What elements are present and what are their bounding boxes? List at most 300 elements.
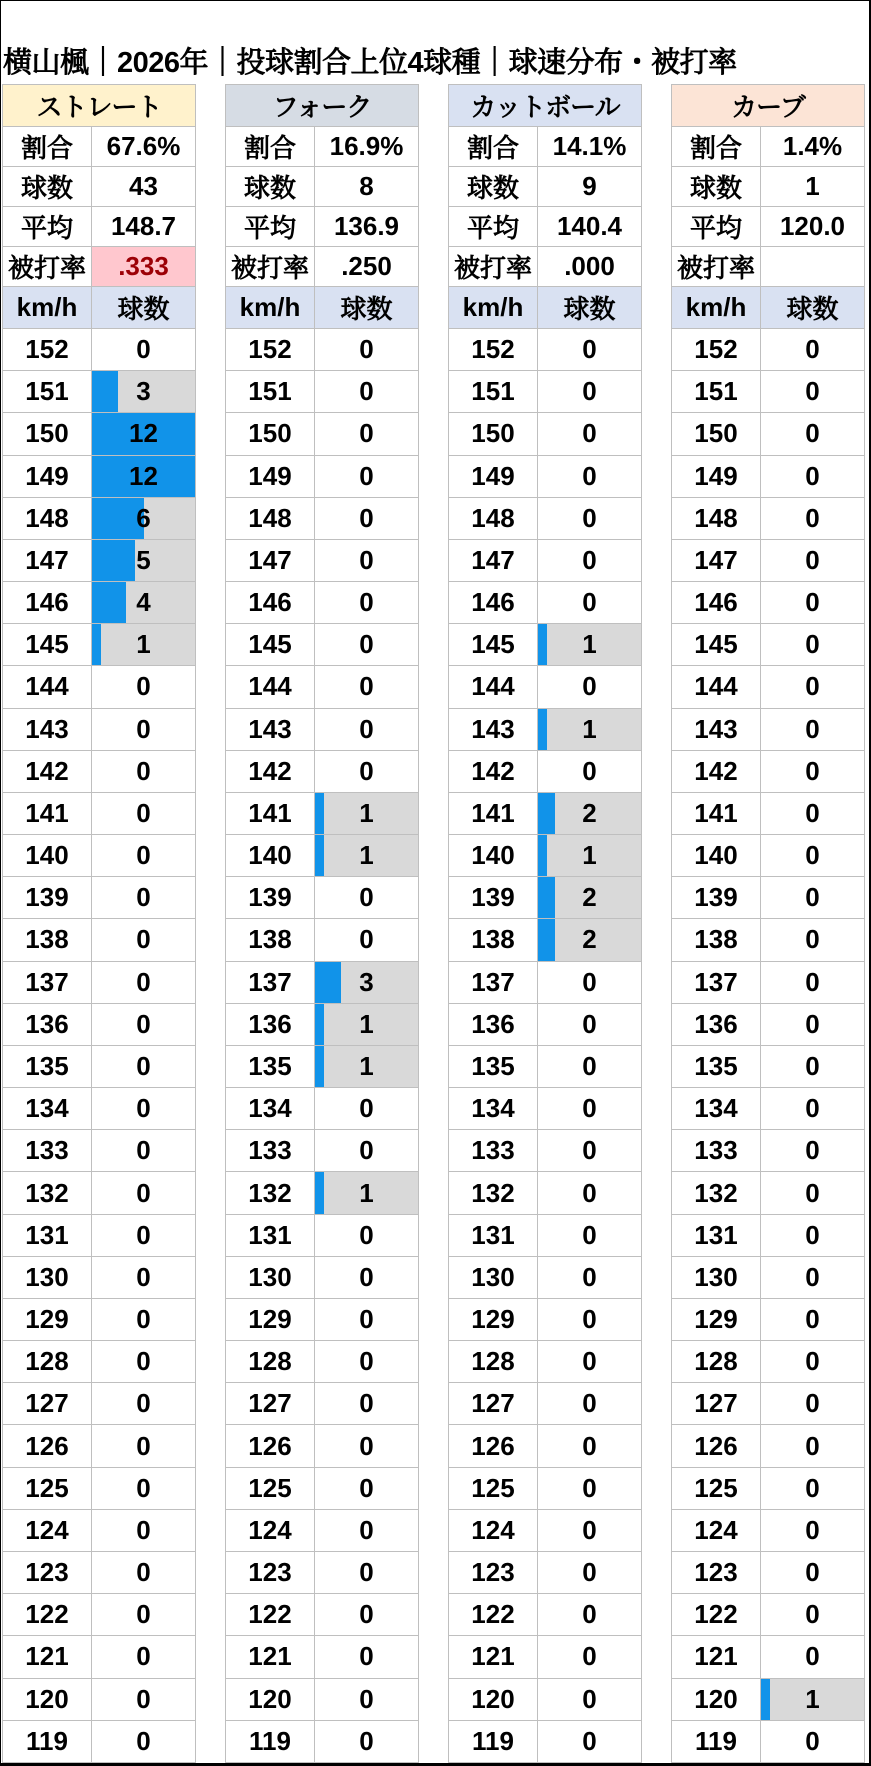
- speed-cell: 144: [672, 666, 761, 707]
- speed-cell: 134: [449, 1088, 538, 1129]
- speed-cell: 152: [3, 329, 92, 370]
- velocity-row: [449, 1635, 641, 1677]
- count-cell: [92, 751, 195, 792]
- speed-cell: 125: [3, 1468, 92, 1509]
- speed-cell: 123: [3, 1552, 92, 1593]
- velocity-row: [672, 1087, 864, 1129]
- count-value: 0: [359, 418, 374, 449]
- velocity-row: [226, 792, 418, 834]
- speed-cell: 139: [449, 877, 538, 918]
- speed-cell: 149: [226, 456, 315, 497]
- count-value: 0: [582, 418, 597, 449]
- velocity-row: [3, 792, 195, 834]
- speed-cell: 143: [3, 709, 92, 750]
- count-value: 0: [359, 1641, 374, 1672]
- stat-row-baa: [672, 246, 864, 286]
- count-header-label: 球数: [117, 294, 170, 324]
- count-cell: [92, 371, 195, 412]
- count-cell: [315, 751, 418, 792]
- count-cell: [92, 582, 195, 623]
- speed-cell: 121: [672, 1636, 761, 1677]
- speed-cell: 119: [672, 1721, 761, 1762]
- speed-cell: 138: [226, 919, 315, 960]
- count-value: 0: [359, 1388, 374, 1419]
- count-value: 0: [805, 840, 820, 871]
- speed-cell: 136: [226, 1004, 315, 1045]
- count-value: 0: [136, 713, 151, 744]
- count-value: 0: [582, 1219, 597, 1250]
- speed-cell: 151: [226, 371, 315, 412]
- count-value: 0: [805, 334, 820, 365]
- speed-cell: 142: [226, 751, 315, 792]
- speed-cell: 141: [3, 793, 92, 834]
- speed-cell: 126: [672, 1425, 761, 1466]
- count-cell: [761, 1636, 864, 1677]
- pitch-tables: [1, 84, 869, 1763]
- count-cell: [538, 835, 641, 876]
- count-value: 0: [136, 1430, 151, 1461]
- count-value: 0: [805, 755, 820, 786]
- velocity-row: [3, 1003, 195, 1045]
- speed-cell: 126: [449, 1425, 538, 1466]
- speed-cell: 119: [3, 1721, 92, 1762]
- velocity-row: [3, 1593, 195, 1635]
- count-value: 0: [805, 713, 820, 744]
- stat-label: 球数: [226, 167, 315, 206]
- count-value: 1: [582, 840, 597, 871]
- velocity-row: [3, 1087, 195, 1129]
- count-value: 3: [136, 376, 151, 407]
- stat-label: 被打率: [226, 247, 315, 286]
- count-cell: [761, 1046, 864, 1087]
- velocity-row: [672, 750, 864, 792]
- speed-cell: 132: [226, 1172, 315, 1213]
- speed-cell: 152: [226, 329, 315, 370]
- count-cell: [761, 498, 864, 539]
- speed-cell: 136: [449, 1004, 538, 1045]
- count-bar: [538, 709, 547, 750]
- speed-cell: 146: [449, 582, 538, 623]
- count-value: 0: [805, 1093, 820, 1124]
- velocity-row: [672, 1298, 864, 1340]
- count-value: 0: [359, 1093, 374, 1124]
- stat-label: 平均: [3, 207, 92, 246]
- speed-cell: 140: [226, 835, 315, 876]
- velocity-row: [3, 1045, 195, 1087]
- count-value: 0: [805, 629, 820, 660]
- velocity-row: [449, 1003, 641, 1045]
- count-value: 0: [136, 1177, 151, 1208]
- speed-cell: 149: [449, 456, 538, 497]
- velocity-row: [226, 623, 418, 665]
- stat-row-count: [3, 166, 195, 206]
- count-value: 0: [582, 1177, 597, 1208]
- count-cell: [315, 1468, 418, 1509]
- velocity-row: [672, 1635, 864, 1677]
- count-value: 0: [582, 1093, 597, 1124]
- velocity-row: [3, 665, 195, 707]
- count-value: 6: [136, 502, 151, 533]
- velocity-row: [449, 792, 641, 834]
- speed-cell: 122: [672, 1594, 761, 1635]
- velocity-row: [672, 665, 864, 707]
- count-value: 0: [582, 1472, 597, 1503]
- velocity-row: [3, 412, 195, 454]
- stat-label: 割合: [449, 127, 538, 166]
- count-cell: [538, 751, 641, 792]
- speed-cell: 148: [672, 498, 761, 539]
- speed-cell: 128: [226, 1341, 315, 1382]
- count-value: 0: [805, 460, 820, 491]
- speed-cell: 133: [226, 1130, 315, 1171]
- count-cell: [538, 582, 641, 623]
- count-cell: [538, 709, 641, 750]
- count-cell: [315, 1046, 418, 1087]
- velocity-row: [672, 581, 864, 623]
- speed-cell: 148: [3, 498, 92, 539]
- velocity-row: [3, 1382, 195, 1424]
- count-bar: [315, 793, 324, 834]
- speed-cell: 131: [226, 1215, 315, 1256]
- count-value: 0: [582, 1304, 597, 1335]
- count-cell: [538, 413, 641, 454]
- velocity-row: [3, 1509, 195, 1551]
- velocity-row: [672, 834, 864, 876]
- count-cell: [315, 1299, 418, 1340]
- count-cell: [92, 709, 195, 750]
- count-cell: [538, 624, 641, 665]
- velocity-row: [672, 1129, 864, 1171]
- velocity-row: [226, 1171, 418, 1213]
- count-cell: [315, 1004, 418, 1045]
- stat-label: 割合: [226, 127, 315, 166]
- count-value: 0: [359, 671, 374, 702]
- speed-cell: 135: [672, 1046, 761, 1087]
- count-value: 1: [582, 629, 597, 660]
- count-value: 0: [805, 1261, 820, 1292]
- speed-cell: 147: [226, 540, 315, 581]
- count-cell: [761, 1088, 864, 1129]
- count-value: 0: [582, 1051, 597, 1081]
- velocity-row: [449, 328, 641, 370]
- velocity-row: [672, 1424, 864, 1466]
- speed-cell: 129: [226, 1299, 315, 1340]
- speed-cell: 132: [3, 1172, 92, 1213]
- count-cell: [315, 624, 418, 665]
- count-bar: [92, 624, 101, 665]
- stat-value: 140.4: [556, 211, 623, 241]
- velocity-row: [226, 370, 418, 412]
- velocity-row: [449, 370, 641, 412]
- speed-cell: 148: [226, 498, 315, 539]
- count-value: 0: [805, 376, 820, 407]
- speed-cell: 124: [449, 1510, 538, 1551]
- count-cell: [761, 1594, 864, 1635]
- velocity-row: [226, 750, 418, 792]
- speed-cell: 143: [672, 709, 761, 750]
- speed-cell: 150: [449, 413, 538, 454]
- count-value: 0: [805, 1051, 820, 1081]
- stat-row-rate: [3, 126, 195, 166]
- speed-cell: 145: [672, 624, 761, 665]
- speed-cell: 122: [226, 1594, 315, 1635]
- speed-cell: 138: [449, 919, 538, 960]
- count-cell: [315, 1257, 418, 1298]
- count-cell: [761, 666, 864, 707]
- count-cell: [92, 1594, 195, 1635]
- stat-value: 120.0: [779, 211, 846, 241]
- speed-cell: 120: [449, 1679, 538, 1720]
- velocity-row: [449, 581, 641, 623]
- velocity-row: [672, 1045, 864, 1087]
- count-cell: [315, 1130, 418, 1171]
- count-value: 12: [129, 460, 158, 491]
- count-cell: [538, 1004, 641, 1045]
- count-value: 0: [136, 1304, 151, 1335]
- count-value: 0: [359, 713, 374, 744]
- speed-cell: 130: [449, 1257, 538, 1298]
- velocity-row: [226, 581, 418, 623]
- count-cell: [315, 1383, 418, 1424]
- speed-cell: 134: [3, 1088, 92, 1129]
- stat-row-avg: [226, 206, 418, 246]
- stat-row-rate: [226, 126, 418, 166]
- velocity-row: [226, 1467, 418, 1509]
- count-value: 1: [359, 840, 374, 871]
- count-bar: [92, 582, 126, 623]
- count-value: 0: [136, 840, 151, 871]
- speed-cell: 119: [226, 1721, 315, 1762]
- velocity-row: [3, 750, 195, 792]
- count-value: 0: [136, 797, 151, 828]
- stat-row-avg: [449, 206, 641, 246]
- count-value: 0: [582, 1514, 597, 1545]
- velocity-row: [226, 455, 418, 497]
- velocity-row: [226, 1298, 418, 1340]
- stat-label: 割合: [3, 127, 92, 166]
- velocity-row: [3, 370, 195, 412]
- count-cell: [538, 329, 641, 370]
- count-cell: [761, 709, 864, 750]
- count-cell: [315, 413, 418, 454]
- speed-cell: 150: [3, 413, 92, 454]
- count-cell: [761, 1721, 864, 1762]
- speed-cell: 144: [3, 666, 92, 707]
- velocity-row: [672, 328, 864, 370]
- speed-cell: 147: [672, 540, 761, 581]
- count-cell: [538, 498, 641, 539]
- count-cell: [538, 1299, 641, 1340]
- stat-label: 平均: [226, 207, 315, 246]
- speed-cell: 140: [3, 835, 92, 876]
- count-cell: [761, 1215, 864, 1256]
- count-value: 0: [359, 334, 374, 365]
- speed-cell: 141: [449, 793, 538, 834]
- velocity-row: [3, 961, 195, 1003]
- count-value: 2: [582, 924, 597, 955]
- velocity-row: [3, 1424, 195, 1466]
- velocity-row: [226, 1593, 418, 1635]
- count-bar: [315, 1046, 324, 1087]
- count-value: 0: [359, 1430, 374, 1461]
- stat-label: 平均: [672, 207, 761, 246]
- count-value: 0: [805, 1304, 820, 1335]
- speed-cell: 126: [3, 1425, 92, 1466]
- count-value: 0: [582, 1599, 597, 1630]
- count-cell: [761, 877, 864, 918]
- speed-cell: 140: [449, 835, 538, 876]
- velocity-row: [3, 1551, 195, 1593]
- velocity-row: [449, 1129, 641, 1171]
- velocity-row: [3, 1340, 195, 1382]
- pitch-table: [671, 84, 865, 1763]
- count-value: 0: [805, 1557, 820, 1588]
- stat-value: 136.9: [333, 211, 400, 241]
- count-cell: [315, 709, 418, 750]
- velocity-row: [226, 1551, 418, 1593]
- speed-cell: 130: [3, 1257, 92, 1298]
- velocity-row: [449, 1424, 641, 1466]
- velocity-row: [672, 1720, 864, 1762]
- count-cell: [315, 582, 418, 623]
- count-value: 0: [582, 587, 597, 618]
- count-cell: [315, 1425, 418, 1466]
- speed-cell: 141: [672, 793, 761, 834]
- count-cell: [538, 962, 641, 1003]
- velocity-row: [226, 1256, 418, 1298]
- stat-value: 8: [359, 171, 374, 201]
- count-cell: [315, 835, 418, 876]
- velocity-row: [3, 1298, 195, 1340]
- velocity-row: [226, 1678, 418, 1720]
- count-cell: [92, 1552, 195, 1593]
- velocity-row: [449, 623, 641, 665]
- velocity-row: [449, 1467, 641, 1509]
- speed-cell: 124: [3, 1510, 92, 1551]
- count-cell: [761, 540, 864, 581]
- velocity-row: [226, 1003, 418, 1045]
- speed-cell: 146: [3, 582, 92, 623]
- count-cell: [315, 540, 418, 581]
- kmh-header-label: km/h: [449, 287, 538, 328]
- count-value: 0: [805, 966, 820, 997]
- velocity-row: [226, 834, 418, 876]
- stat-label: 割合: [672, 127, 761, 166]
- count-value: 0: [359, 587, 374, 618]
- count-value: 0: [582, 1641, 597, 1672]
- stat-label: 球数: [3, 167, 92, 206]
- velocity-row: [226, 1045, 418, 1087]
- count-cell: [315, 1721, 418, 1762]
- count-value: 2: [582, 882, 597, 913]
- speed-cell: 126: [226, 1425, 315, 1466]
- count-cell: [538, 1636, 641, 1677]
- speed-cell: 125: [226, 1468, 315, 1509]
- count-value: 0: [805, 1725, 820, 1756]
- speed-cell: 138: [672, 919, 761, 960]
- count-cell: [315, 1636, 418, 1677]
- count-bar: [92, 540, 135, 581]
- count-value: 0: [582, 755, 597, 786]
- count-cell: [315, 1172, 418, 1213]
- count-value: 0: [582, 376, 597, 407]
- velocity-row: [672, 497, 864, 539]
- count-cell: [761, 1341, 864, 1382]
- count-cell: [92, 1679, 195, 1720]
- count-value: 0: [805, 797, 820, 828]
- speed-cell: 129: [449, 1299, 538, 1340]
- velocity-row: [449, 1214, 641, 1256]
- count-value: 0: [359, 1304, 374, 1335]
- count-cell: [538, 666, 641, 707]
- count-cell: [761, 582, 864, 623]
- count-value: 0: [136, 1683, 151, 1714]
- velocity-row: [672, 1003, 864, 1045]
- stat-value: 148.7: [110, 211, 177, 241]
- count-cell: [538, 1721, 641, 1762]
- velocity-row: [449, 1087, 641, 1129]
- count-cell: [761, 751, 864, 792]
- count-value: 0: [359, 629, 374, 660]
- stat-value: 67.6%: [106, 131, 181, 161]
- speed-cell: 145: [449, 624, 538, 665]
- count-cell: [315, 877, 418, 918]
- speed-cell: 147: [449, 540, 538, 581]
- velocity-row: [449, 1720, 641, 1762]
- stat-row-baa: [449, 246, 641, 286]
- velocity-row: [226, 1382, 418, 1424]
- count-value: 0: [359, 1135, 374, 1166]
- count-cell: [761, 456, 864, 497]
- count-cell: [315, 371, 418, 412]
- speed-cell: 147: [3, 540, 92, 581]
- count-cell: [92, 456, 195, 497]
- count-value: 0: [136, 924, 151, 955]
- speed-cell: 137: [672, 962, 761, 1003]
- count-header-label: 球数: [563, 294, 616, 324]
- count-value: 0: [805, 1430, 820, 1461]
- count-cell: [761, 1679, 864, 1720]
- velocity-row: [449, 1551, 641, 1593]
- count-cell: [761, 371, 864, 412]
- count-value: 0: [136, 1725, 151, 1756]
- count-cell: [538, 1341, 641, 1382]
- speed-cell: 150: [226, 413, 315, 454]
- speed-cell: 120: [672, 1679, 761, 1720]
- speed-cell: 145: [226, 624, 315, 665]
- count-bar: [92, 371, 118, 412]
- speed-cell: 139: [226, 877, 315, 918]
- count-value: 0: [136, 882, 151, 913]
- count-cell: [315, 1679, 418, 1720]
- count-cell: [538, 1510, 641, 1551]
- count-cell: [761, 962, 864, 1003]
- velocity-row: [226, 1720, 418, 1762]
- velocity-row: [226, 876, 418, 918]
- count-cell: [315, 498, 418, 539]
- count-cell: [92, 498, 195, 539]
- count-value: 0: [805, 587, 820, 618]
- speed-cell: 137: [449, 962, 538, 1003]
- count-cell: [761, 1552, 864, 1593]
- count-cell: [538, 1215, 641, 1256]
- stat-row-avg: [672, 206, 864, 246]
- count-value: 0: [136, 1346, 151, 1377]
- velocity-row: [672, 1678, 864, 1720]
- count-cell: [761, 1468, 864, 1509]
- count-value: 0: [359, 1219, 374, 1250]
- velocity-row: [449, 455, 641, 497]
